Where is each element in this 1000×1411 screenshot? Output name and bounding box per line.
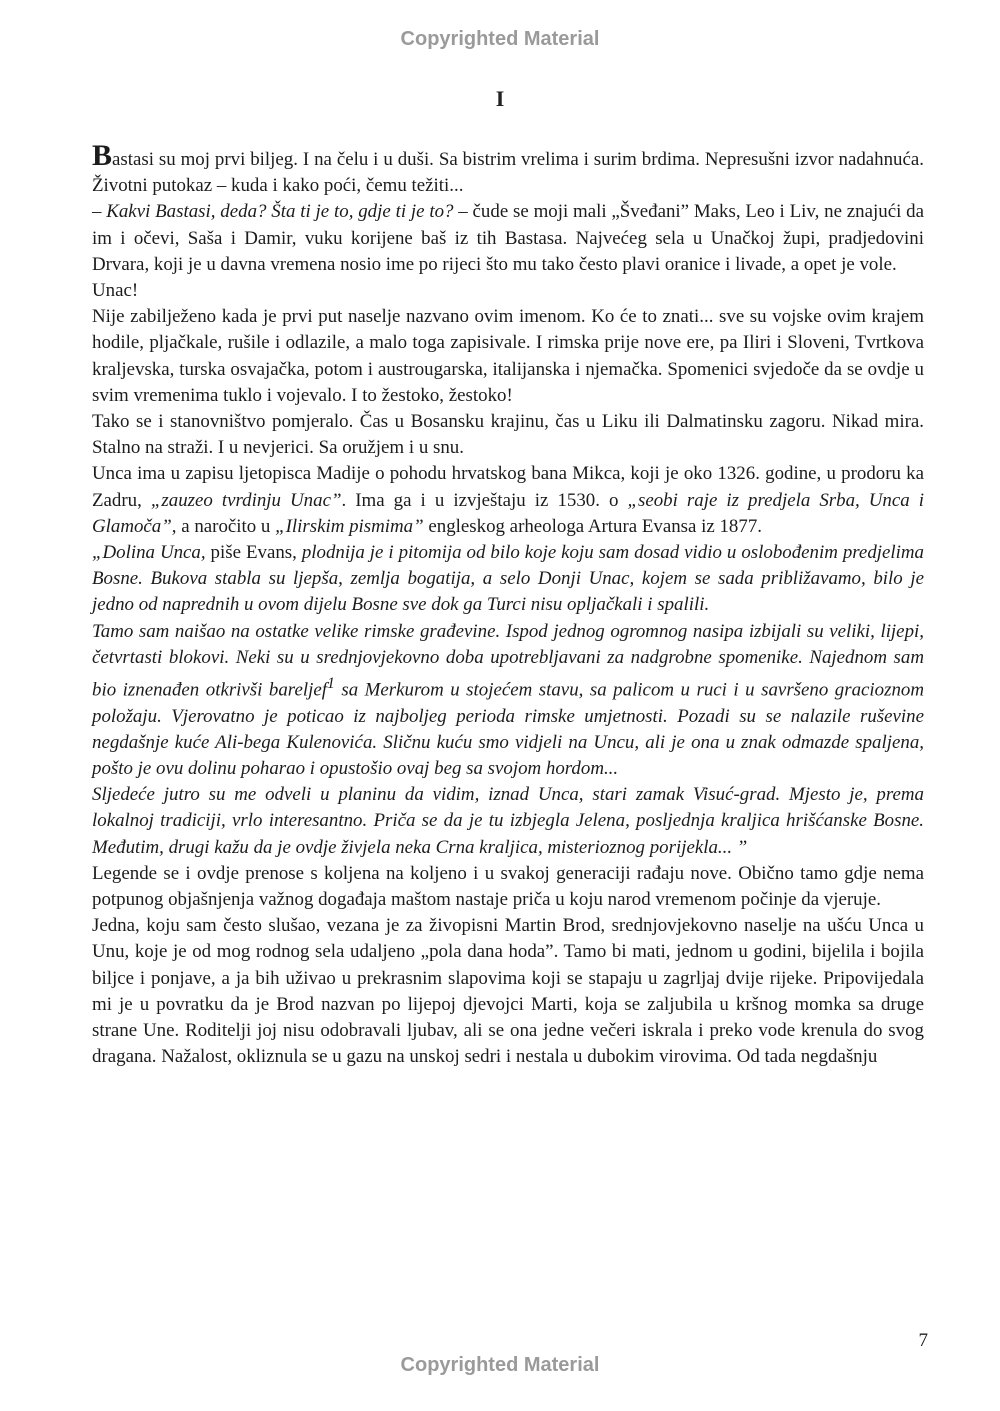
- paragraph: Sljedeće jutro su me odveli u planinu da vidim, iznad Unca, stari zamak Visuć-grad. Mjesto je, prema lokalnoj tradiciji, vrlo interesantno. Priča se da je tu izbjegla Jelena, posljednja kraljica hrišćanske Bosne. Međutim, drugi kažu da je ovdje živjela neka Crna kraljica, misterioznog porijekla... ”: [92, 784, 924, 858]
- paragraph-text: astasi su moj prvi biljeg. I na čelu i u duši. Sa bistrim vrelima i surim brdima. Nepresušni izvor nadahnuća. Životni putokaz – kuda i kako poći, čemu težiti...: [92, 149, 924, 197]
- text-run: , a naročito u: [171, 515, 276, 537]
- body-text: [92, 139, 925, 1070]
- paragraph: [92, 619, 924, 783]
- watermark-bottom: Copyrighted Material: [400, 1354, 600, 1376]
- italic-quote: „zauzeo tvrdinju Unac”: [150, 489, 342, 511]
- paragraph: [92, 461, 924, 540]
- paragraph-text: – čude se moji mali „Švеđani” Maks, Leo i Liv, ne znajući da im i očevi, Saša i Damir, vuku korijene baš iz tih Bastasa. Najvećeg sela u Unačkoj župi, pradjedovini Drvara, koji je u davna vremena nosio ime po rijeci što mu tako često plavi oranice i livade, a opet je vole.: [92, 201, 924, 275]
- page-number: 7: [918, 1330, 928, 1351]
- italic-quote: – Kakvi Bastasi, deda? Šta ti je to, gdje ti je to?: [92, 201, 454, 223]
- text-run: . Ima ga i u izvještaju iz 1530. o: [341, 489, 628, 511]
- paragraph: Unac!: [92, 280, 139, 302]
- watermark-top: Copyrighted Material: [400, 28, 600, 50]
- italic-quote: sa Merkurom u stojećem stavu, sa palicom u ruci i u savršeno gracioznom položaju. Vjerovatno je poticao iz najboljeg perioda rimske umjetnosti. Pozadi su se nalazile ruševine negdašnje kuće Ali-bega Kulenovića. Sličnu kuću smo vidjeli na Uncu, ali je ona u znak odmazde spaljena, pošto je ovu dolinu poharao i opustošio ovaj beg sa svojom hordom...: [92, 679, 925, 779]
- text-run: engleskog arheologa Artura Evansa iz 1877.: [423, 515, 762, 537]
- italic-quote: „Ilirskim pismima”: [275, 515, 424, 537]
- paragraph: [92, 540, 924, 619]
- footnote-marker: 1: [326, 675, 335, 693]
- paragraph: Tako se i stanovništvo pomjeralo. Čas u Bosansku krajinu, čas u Liku ili Dalmatinsku zagoru. Nikad mira. Stalno na straži. I u nevjerici. Sa oružjem i u snu.: [92, 411, 924, 459]
- text-run: piše Evans,: [205, 542, 302, 564]
- paragraph: [92, 199, 924, 278]
- italic-quote: „seobi raje iz predjela Srba, Unca i Glamoča”: [92, 489, 925, 537]
- italic-quote: Tamo sam naišao na ostatke velike rimske građevine. Ispod jednog ogromnog nasipa izbijali su veliki, lijepi, četvrtasti blokovi. Neki su u srednjovjekovno doba upotrebljavani za nadgrobne spomenike. Najednom sam bio iznenađen otkrivši bareljef: [92, 620, 924, 701]
- paragraph: Legende se i ovdje prenose s koljena na koljeno i u svakoj generaciji rađaju nove. Obično tamo gdje nema potpunog objašnjenja važnog događaja maštom nastaje priča u koju narod vremenom počinje da vjeruje.: [92, 862, 924, 910]
- paragraph: Jedna, koju sam često slušao, vezana je za živopisni Martin Brod, srednjovjekovno naselje na ušću Unca u Unu, koje je od mog rodnog sela udaljeno „pola dana hoda”. Tamo bi mati, jednom u godini, bijelila i bojila biljce i ponjave, a ja bih uživao u prekrasnim slapovima koji se stapaju u zagrljaj dvije rijeke. Pripovijedala mi je u povratku da je Brod nazvan po lijepoj djevojci Marti, koja se zaljubila u kršnog momka sa druge strane Une. Roditelji joj nisu odobravali ljubav, ali se ona jedne večeri iskrala i preko vode krenula do svog dragana. Nažalost, okliznula se u gazu na unskoj sedri i nestala u dubokim virovima. Od tada negdašnju: [92, 915, 924, 1068]
- italic-quote: „Dolina Unca,: [92, 542, 206, 564]
- paragraph: Nije zabilježeno kada je prvi put naselje nazvano ovim imenom. Ko će to znati... sve su vojske ovim krajem hodile, pljačkale, rušile i odlazile, a malo toga zapisivale. I rimska prije nove ere, pa Iliri i Sloveni, Tvrtkova kraljevska, turska osvajačka, potom i austrougarska, italijanska i njemačka. Spomenici svjedoče da se ovdje u svim vremenima tuklo i vojevalo. I to žestoko, žestoko!: [92, 306, 924, 406]
- paragraph: [92, 139, 924, 199]
- drop-cap: B: [92, 139, 113, 172]
- text-run: Unca ima u zapisu ljetopisca Madije o pohodu hrvatskog bana Mikca, koji je oko 1326. godine, u prodoru ka Zadru,: [92, 463, 924, 511]
- chapter-heading: I: [495, 86, 505, 111]
- italic-quote: plodnija je i pitomija od bilo koje koju sam dosad vidio u oslobođenim predjelima Bosne. Bukova stabla su ljepša, zemlja bogatija, a selo Donji Unac, kojem se sada približavamo, bilo je jedno od naprednih u ovom dijelu Bosne sve dok ga Turci nisu opljačkali i spalili.: [92, 542, 924, 616]
